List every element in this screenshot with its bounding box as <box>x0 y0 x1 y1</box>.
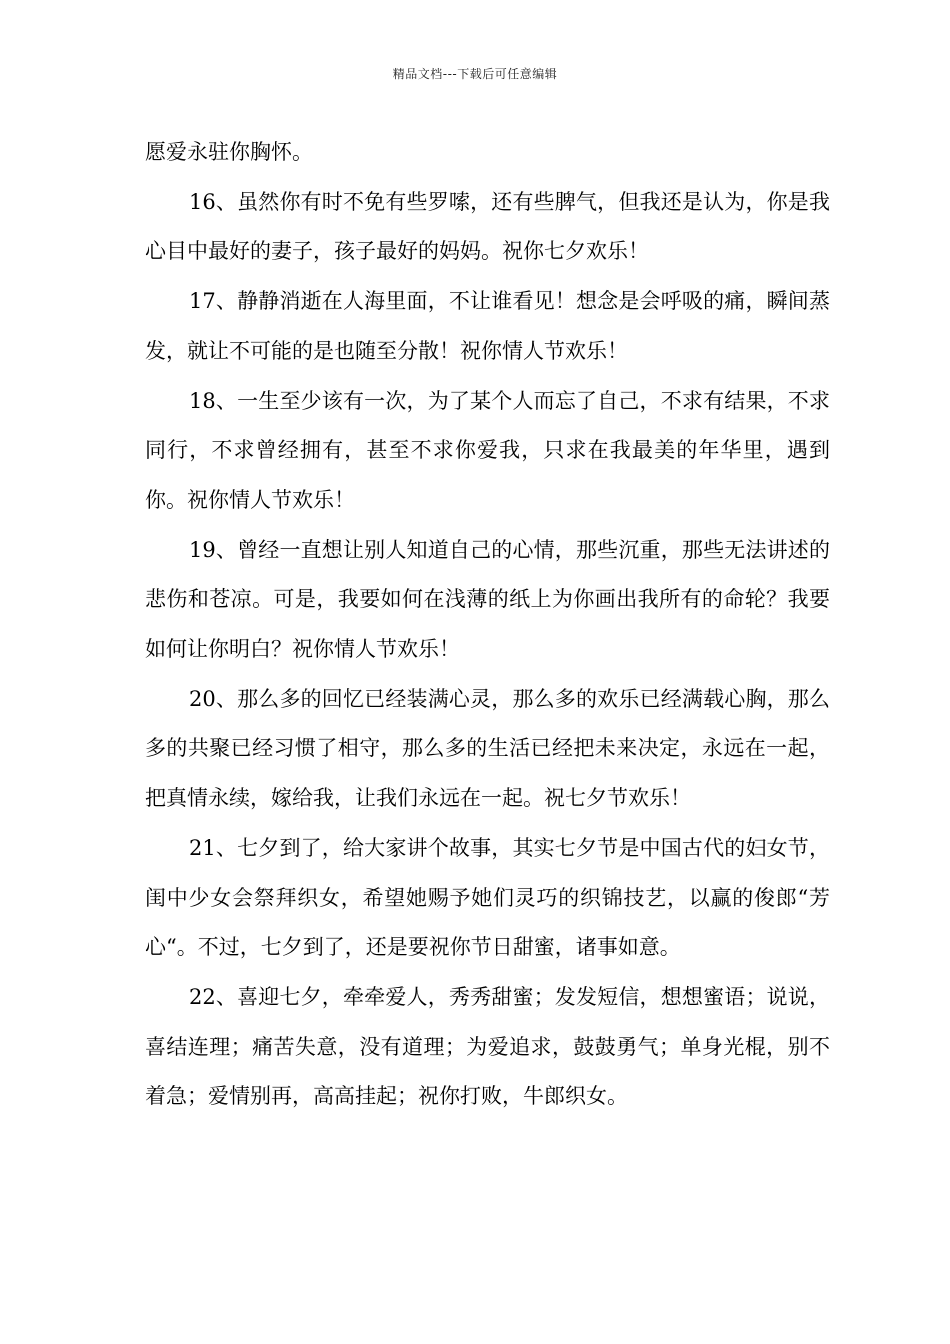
paragraph-22: 22、喜迎七夕，牵牵爱人，秀秀甜蜜；发发短信，想想蜜语；说说，喜结连理；痛苦失意，没有道理；为爱追求，鼓鼓勇气；单身光棍，别不着急；爱情别再，高高挂起；祝你打败，牛郎织女。 <box>145 984 830 1109</box>
paragraph-18: 18、一生至少该有一次，为了某个人而忘了自己，不求有结果，不求同行，不求曾经拥有，甚至不求你爱我，只求在我最美的年华里，遇到你。祝你情人节欢乐！ <box>145 388 830 512</box>
paragraph-17: 17、静静消逝在人海里面，不让谁看见！想念是会呼吸的痛，瞬间蒸发，就让不可能的是也随至分散！祝你情人节欢乐！ <box>145 289 830 363</box>
paragraph-21: 21、七夕到了，给大家讲个故事，其实七夕节是中国古代的妇女节，闺中少女会祭拜织女，希望她赐予她们灵巧的织锦技艺，以赢的俊郎“芳心“。不过，七夕到了，还是要祝你节日甜蜜，诸事如意。 <box>145 835 830 960</box>
paragraph-16: 16、虽然你有时不免有些罗嗦，还有些脾气，但我还是认为，你是我心目中最好的妻子，孩子最好的妈妈。祝你七夕欢乐！ <box>145 189 830 264</box>
paragraph-20: 20、那么多的回忆已经装满心灵，那么多的欢乐已经满载心胸，那么多的共聚已经习惯了相守，那么多的生活已经把未来决定，永远在一起，把真情永续，嫁给我，让我们永远在一起。祝七夕节欢乐！ <box>145 686 830 811</box>
paragraph-19: 19、曾经一直想让别人知道自己的心情，那些沉重，那些无法讲述的悲伤和苍凉。可是，我要如何在浅薄的纸上为你画出我所有的命轮？我要如何让你明白？祝你情人节欢乐！ <box>145 537 830 662</box>
paragraph-continuation: 愿爱永驻你胸怀。 <box>145 140 313 164</box>
page-header: 精品文档---下载后可任意编辑 <box>392 67 558 81</box>
document-body <box>145 128 830 1122</box>
